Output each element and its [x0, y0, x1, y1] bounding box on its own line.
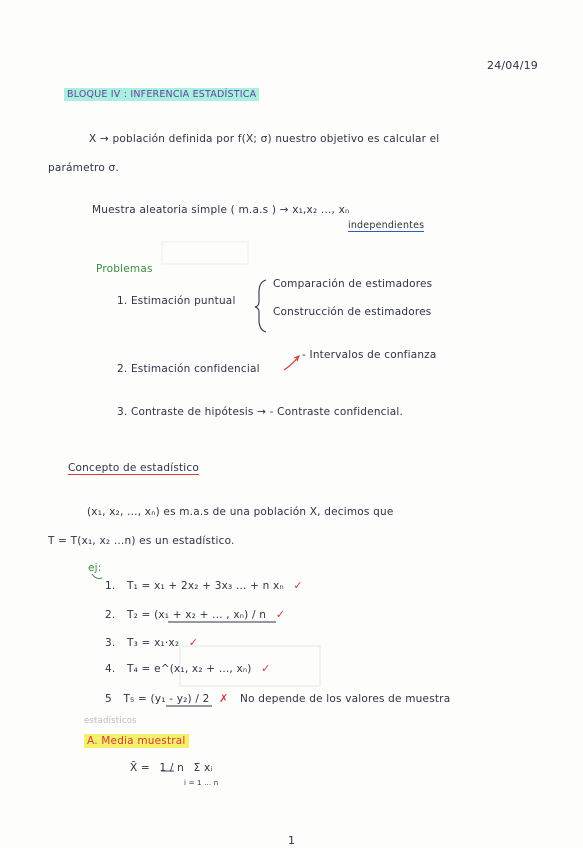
check-icon: ✓	[261, 662, 271, 675]
block-title	[64, 89, 259, 100]
example-5	[105, 692, 450, 705]
problem-2: 2. Estimación confidencial	[117, 363, 260, 375]
check-icon: ✓	[275, 608, 286, 621]
intro-line-2: parámetro σ.	[48, 162, 119, 174]
problem-3: 3. Contraste de hipótesis → - Contraste confidencial.	[117, 406, 404, 418]
independientes-text: independientes	[348, 220, 425, 231]
definition-line-2: T = T(x₁, x₂ ...n) es un estadístico.	[48, 535, 235, 547]
formula-sum: Σ xᵢ	[193, 762, 213, 774]
definition-line-1: (x₁, x₂, ..., xₙ) es m.a.s de una población X, decimos que	[87, 506, 394, 518]
example-number: 5	[105, 693, 112, 705]
check-icon: ✓	[293, 579, 303, 592]
example-number: 2.	[105, 609, 116, 621]
block-title-text: BLOQUE IV : INFERENCIA ESTADÍSTICA	[64, 88, 259, 101]
independientes-label	[348, 220, 424, 231]
example-number: 4.	[105, 663, 116, 675]
sum-limits: i = 1 … n	[184, 779, 219, 787]
ej-label: ej:	[88, 562, 102, 574]
problemas-heading: Problemas	[96, 263, 153, 275]
media-formula	[130, 762, 212, 774]
media-heading-text: A. Media muestral	[84, 734, 189, 748]
example-expression: T₃ = x₁·x₂	[126, 637, 180, 649]
example-number: 1.	[105, 580, 116, 592]
mas-definition: Muestra aleatoria simple ( m.a.s ) → x₁,x₂ ..., xₙ	[92, 204, 350, 216]
concepto-text: Concepto de estadístico	[68, 462, 200, 474]
example-expression: T₄ = e^(x₁, x₂ + ..., xₙ)	[126, 663, 252, 675]
example-2	[105, 608, 285, 621]
curved-arrow-icon	[284, 357, 298, 370]
media-heading	[84, 735, 189, 747]
intro-line-1: X → población definida por f(X; σ) nuestro objetivo es calcular el	[89, 133, 440, 145]
curly-brace-icon	[255, 280, 266, 332]
check-icon: ✓	[188, 636, 199, 649]
example-expression: T₅ = (y₁ - y₂) / 2	[123, 693, 210, 705]
example-number: 3.	[105, 637, 116, 649]
page-number: 1	[288, 834, 296, 847]
problem-2a: - Intervalos de confianza	[302, 349, 437, 361]
formula-fraction: 1 / n	[159, 762, 185, 774]
example-note: No depende de los valores de muestra	[240, 693, 451, 705]
example-3	[105, 636, 198, 649]
example-expression: T₂ = (x₁ + x₂ + ... , xₙ) / n	[126, 609, 267, 621]
example-4	[105, 662, 271, 675]
cross-icon: ✗	[219, 692, 229, 705]
problem-1: 1. Estimación puntual	[117, 295, 236, 307]
estadisticos-faint-label: estadísticos	[84, 716, 137, 726]
problem-1a: Comparación de estimadores	[273, 278, 433, 290]
example-1	[105, 579, 303, 592]
problem-1b: Construcción de estimadores	[273, 306, 432, 318]
formula-lhs: X̄ =	[130, 762, 150, 774]
example-expression: T₁ = x₁ + 2x₂ + 3x₃ ... + n xₙ	[126, 580, 284, 592]
concepto-heading	[68, 462, 199, 474]
date: 24/04/19	[487, 59, 539, 72]
